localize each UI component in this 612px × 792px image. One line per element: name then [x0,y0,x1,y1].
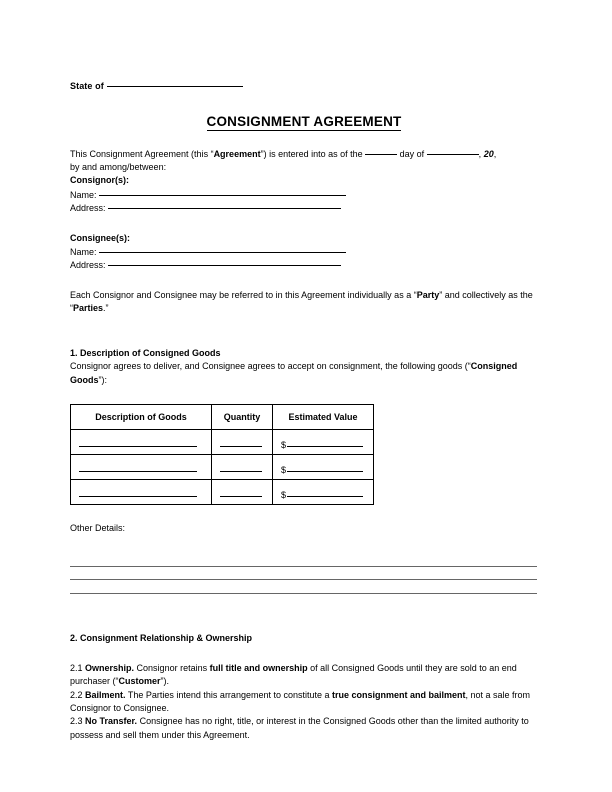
consignee-address-row [70,259,538,273]
clause-2-2 [70,689,538,716]
cell-quantity[interactable] [212,429,273,454]
other-details-line[interactable] [70,580,537,594]
consignee-name-row [70,246,538,260]
column-header-description: Description of Goods [71,404,212,429]
intro-year-prefix: , [478,149,484,159]
clause-2-1-emphasis: full title and ownership [209,662,308,673]
quantity-input[interactable] [220,446,262,447]
quantity-input[interactable] [220,496,262,497]
cell-estimated-value[interactable] [273,479,374,504]
clause-2-3 [70,715,538,742]
clause-2-1-number: 2.1 [70,662,83,673]
quantity-input[interactable] [220,471,262,472]
parties-part3: .” [103,303,109,314]
clause-2-3-title: No Transfer. [85,716,138,727]
consignor-block [70,174,538,215]
section-2-heading: 2. Consignment Relationship & Ownership [70,632,253,643]
column-header-quantity: Quantity [212,404,273,429]
consignor-name-row [70,189,538,203]
consignee-address-label: Address: [70,260,106,271]
other-details-line[interactable] [70,567,537,581]
consignee-heading: Consignee(s): [70,232,131,243]
cell-estimated-value[interactable] [273,454,374,479]
cell-quantity[interactable] [212,479,273,504]
section-1-intro-part1: Consignor agrees to deliver, and Consignee agrees to accept on consignment, the following goods (“ [70,361,471,372]
other-details-lines [70,553,537,594]
table-row [71,479,374,504]
description-input[interactable] [79,496,197,497]
agreement-term: Agreement [213,149,261,159]
description-input[interactable] [79,446,197,447]
intro-part3: day of [397,149,427,159]
consigned-goods-table [70,404,374,505]
parties-part2: ” and collectively as the “ [70,289,533,314]
month-blank[interactable] [427,154,479,155]
currency-symbol: $ [281,465,287,476]
section-1-intro [70,360,538,386]
consignor-heading: Consignor(s): [70,175,129,186]
intro-part2: ”) is entered into as of the [260,149,366,159]
cell-estimated-value[interactable] [273,429,374,454]
estimated-value-input[interactable] [287,446,363,447]
day-blank[interactable] [365,154,397,155]
parties-part1: Each Consignor and Consignee may be referred to in this Agreement individually as a “ [70,289,417,300]
goods-table-body [71,429,374,504]
consignor-name-input[interactable] [99,195,346,196]
goods-table-head [71,404,374,429]
year-value: 20 [483,149,494,159]
consignor-name-label: Name: [70,189,97,200]
state-of-label: State of [70,81,104,91]
currency-symbol: $ [281,440,287,451]
clause-2-1-text-mid: of all Consigned Goods until they are sold to an end purchaser (“ [70,662,517,687]
clause-2-2-number: 2.2 [70,689,83,700]
table-row [71,429,374,454]
other-details-line[interactable] [70,553,537,567]
clause-2-2-text-before: The Parties intend this arrangement to constitute a [125,689,332,700]
document-title-text: CONSIGNMENT AGREEMENT [206,114,402,129]
clause-2-1-text-after: ”). [160,676,170,687]
consignee-name-input[interactable] [99,252,346,253]
clause-2-2-emphasis: true consignment and bailment [332,689,466,700]
party-term: Party [416,289,440,300]
clause-2-1-emphasis2: Customer [118,676,161,687]
intro-part4: , [493,149,497,159]
consignee-address-input[interactable] [108,265,341,266]
cell-description[interactable] [71,429,212,454]
state-of-blank[interactable] [107,86,243,87]
intro-part1: This Consignment Agreement (this “ [70,149,214,159]
cell-description[interactable] [71,454,212,479]
clause-2-2-title: Bailment. [85,689,126,700]
section-1-heading: 1. Description of Consigned Goods [70,348,221,359]
other-details-label: Other Details: [70,522,126,533]
state-of-line [70,80,538,92]
section-1-intro-part2: ”): [98,374,107,385]
clause-2-2-text-mid: , not a sale from Consignor to Consignee. [70,689,531,713]
consigned-goods-term: Consigned Goods [70,361,518,385]
parties-term: Parties [73,303,104,314]
clause-2-3-text-before: Consignee has no right, title, or interest in the Consigned Goods other than the limited authority to possess and sell them under this Agreement. [70,716,529,740]
cell-description[interactable] [71,479,212,504]
consignor-address-row [70,202,538,216]
clause-2-1-title: Ownership. [85,662,135,673]
currency-symbol: $ [281,490,287,501]
intro-paragraph [70,148,538,174]
document-title [70,114,538,129]
consignor-address-label: Address: [70,203,106,214]
estimated-value-input[interactable] [287,471,363,472]
parties-paragraph [70,289,538,315]
clause-2-3-number: 2.3 [70,716,83,727]
intro-line2: by and among/between: [70,162,167,173]
clause-2-1-text-before: Consignor retains [134,662,210,673]
consignee-name-label: Name: [70,246,97,257]
goods-table-header-row [71,404,374,429]
table-row [71,454,374,479]
cell-quantity[interactable] [212,454,273,479]
clause-2-1 [70,662,538,689]
section-2-clauses [70,662,538,742]
column-header-estimated-value: Estimated Value [273,404,374,429]
document-content [70,80,538,742]
consignee-block [70,232,538,273]
consignor-address-input[interactable] [108,208,341,209]
estimated-value-input[interactable] [287,496,363,497]
description-input[interactable] [79,471,197,472]
